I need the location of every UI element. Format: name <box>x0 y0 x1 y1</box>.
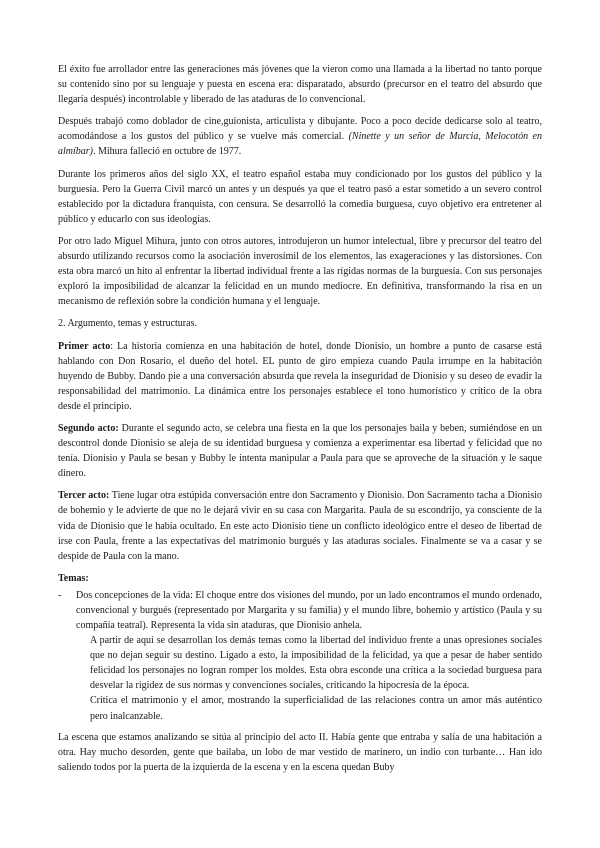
paragraph-trayectoria <box>58 114 542 159</box>
paragraph-escena: La escena que estamos analizando se sitúa al principio del acto II. Había gente que entraba y salía de una habitación a otra. Hay mucho desorden, gente que bailaba, un lobo de mar vestido de marinero, un indio con turbante… Han ido saliendo todos por la puerta de la izquierda de la escena y en la escena quedan Buby <box>58 731 542 773</box>
bullet-concepciones: Dos concepciones de la vida: El choque entre dos visiones del mundo, por un lado encontramos el mundo ordenado, convencional y burgués (representado por Margarita y su familia) y el mundo libre, bohemio y artístico (Paula y su compañía teatral). Representa la vida sin ataduras, que Dionisio anhela. <box>76 589 542 631</box>
paragraph-contexto: Durante los primeros años del siglo XX, el teatro español estaba muy condicionado por los gustos del público y la burguesía. Pero la Guerra Civil marcó un antes y un después ya que el teatro pasó a estar sometido a un severo control establecido por la dictadura franquista, con censura. Se desarrolló la comedia burguesa, cuyo objetivo era entretener al público y educarlo con sus ideologías. <box>58 168 542 225</box>
paragraph-exito: El éxito fue arrollador entre las generaciones más jóvenes que la vieron como una llamada a la libertad no tanto porque su contenido sino por su lenguaje y puesta en escena era: disparatado, absurdo (precursor en el teatro del absurdo que llegaría después) incontrolable y liberado de las ataduras de lo convencional. <box>58 64 542 106</box>
list-item <box>58 588 542 633</box>
primer-acto-label: Primer acto <box>58 340 111 352</box>
fallecimiento-text: . Mihura falleció en octubre de 1977. <box>93 146 242 158</box>
obras-italic: (Ninette y un señor de Murcia, Melocotón en almíbar) <box>58 131 542 158</box>
tercer-acto-label: Tercer acto: <box>58 490 110 502</box>
temas-heading: Temas: <box>58 572 89 584</box>
paragraph-temas-libertad: A partir de aquí se desarrollan los demás temas como la libertad del individuo frente a unas opresiones sociales que no dejan seguir su destino. Ligado a esto, la imposibilidad de la felicidad, ya que a pesar de haber sentido felicidad los personajes no logran romper los moldes. Esta obra esconde una crítica a la sociedad burguesa para desvelar la rigidez de sus normas y convenciones sociales, criticando la hipocresía de la época. <box>90 635 542 692</box>
paragraph-segundo-acto <box>58 421 542 481</box>
paragraph-primer-acto <box>58 339 542 414</box>
segundo-acto-text: Durante el segundo acto, se celebra una fiesta en la que los personajes baila y beben, sumiéndose en un descontrol donde Dionisio se aleja de su identidad burguesa y comienza a experimentar esa libertad y felicidad que no tenía. Dionisio y Paula se besan y Bubby le intenta manipular a Paula para que se aproveche de la situación y le saque dinero. <box>58 422 542 480</box>
paragraph-mihura: Por otro lado Miguel Mihura, junto con otros autores, introdujeron un humor intelectual, libre y precursor del teatro del absurdo utilizando recursos como la asociación inverosímil de los elementos, las exageraciones y las distorsiones. Con esta obra marcó un hito al enfrentar la libertad individual frente a las rígidas normas de la burguesía. Con sus personajes exploró la imposibilidad de alcanzar la felicidad en un mundo mediocre. En definitiva, transformando la risa en un mecanismo de reflexión sobre la condición humana y el lenguaje. <box>58 235 542 308</box>
paragraph-temas-matrimonio: Critica el matrimonio y el amor, mostrando la superficialidad de las relaciones contra un amor más auténtico pero inalcanzable. <box>90 695 542 722</box>
segundo-acto-label: Segundo acto: <box>58 422 119 434</box>
tercer-acto-text: Tiene lugar otra estúpida conversación entre don Sacramento y Dionisio. Don Sacramento tacha a Dionisio de bohemio y le advierte de que no le dejará vivir en su casa con Margarita. Paula de su escondrijo, ya consciente de la vida de Dionisio que le había ocultado. En este acto Dionisio tiene un conflicto ideológico entre el deseo de libertad de irse con Paula, frente a las expectativas del matrimonio burgués y las ataduras sociales. Finalmente se va a casar y se despide de Paula con la mano. <box>58 490 542 562</box>
section-heading: 2. Argumento, temas y estructuras. <box>58 318 197 330</box>
paragraph-tercer-acto <box>58 488 542 563</box>
trayectoria-text: Después trabajó como doblador de cine,guionista, articulista y dibujante. Poco a poco decide dedicarse solo al teatro, acomodándose a los gustos del público y se vuelve más comercial. <box>58 116 542 143</box>
primer-acto-text: : La historia comienza en una habitación de hotel, donde Dionisio, un hombre a punto de casarse está hablando con Don Rosario, el dueño del hotel. EL punto de giro empieza cuando Paula irrumpe en la habitación huyendo de Bubby. Dando pie a una conversación absurda que revela la inseguridad de Dionisio y su deseo de evadir la responsabilidad del matrimonio. La dinámica entre los personajes establece el tono humorístico y crítico de la obra desde el principio. <box>58 340 542 412</box>
bullet-dash: - <box>58 589 62 601</box>
